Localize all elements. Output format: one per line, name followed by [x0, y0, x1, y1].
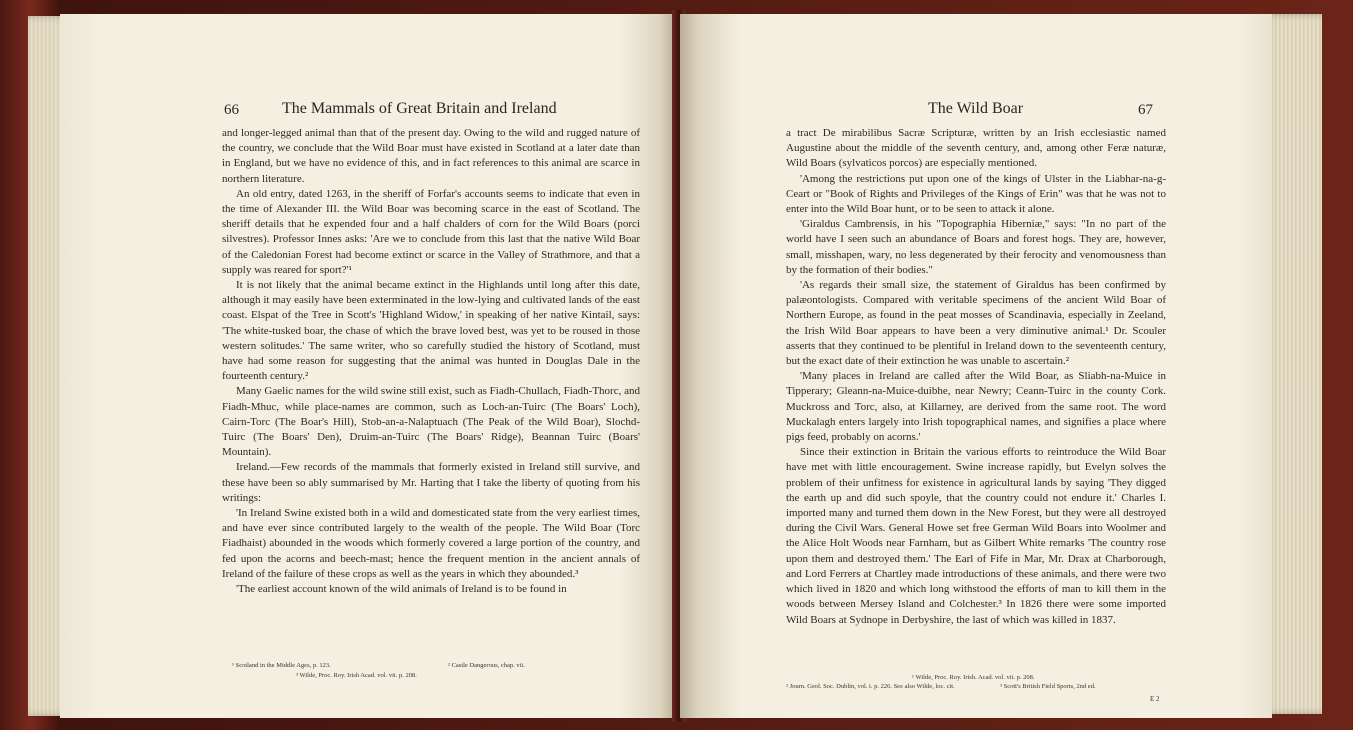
body-text [222, 126, 640, 597]
page-number: 67 [1138, 102, 1153, 118]
paragraph: 'In Ireland Swine existed both in a wild and domesticated state from the very earliest times, and have ever since contributed largely to the wealth of the people. The Wild Boar (Torc Fiadhaist) abounded in the woods which formerly covered a large portion of the country, and fed upon the acorns and beech-mast; hence the frequent mention in the ancient annals of Ireland of the failure of these crops as well as the years in which they abounded.³ [222, 507, 640, 580]
footnote: ¹ Wilde, Proc. Roy. Irish. Acad. vol. vii. p. 208. [912, 674, 1035, 681]
paragraph: Ireland.—Few records of the mammals that formerly existed in Ireland still survive, and these have been so ably summarised by Mr. Harting that I take the liberty of quoting from his writings: [222, 461, 640, 504]
paragraph: Since their extinction in Britain the various efforts to reintroduce the Wild Boar have met with little encouragement. Swine increase rapidly, but Evelyn solves the problem of their unfitness for existence in agricultural lands by saying 'They digged the earth up and did such spoyle, that the country could not endure it.' Charles I. imported many and turned them down in the New Forest, but they were all destroyed during the Civil Wars. General Howe set free German Wild Boars into Woolmer and the Alice Holt Woods near Farnham, but as Gilbert White remarks 'The country rose upon them and destroyed them.' The Earl of Fife in Mar, Mr. Drax at Charborough, and Lord Ferrers at Chartley made introductions of these animals, and there were two which lived in 1820 and which long withstood the efforts of man to kill them in the woods between Mersey Island and Colchester.³ In 1826 there were some imported Wild Boars at Sydnope in Derbyshire, the last of which was killed in 1837. [786, 446, 1166, 626]
paragraph: 'Many places in Ireland are called after the Wild Boar, as Sliabh-na-Muice in Tipperary; Gleann-na-Muice-duibhe, near Newry; Ceann-Tuirc in the county Cork. Muckross and Torc, also, at Killarney, are derived from the same root. The word Muckalagh enters largely into Irish topographical names, and signifies a place where pigs feed, probably on acorns.' [786, 370, 1166, 444]
footnote: ³ Wilde, Proc. Roy. Irish Acad. vol. vii. p. 208. [296, 672, 417, 679]
paragraph: a tract De mirabilibus Sacræ Scripturæ, written by an Irish ecclesiastic named Augustine about the middle of the seventh century, and, among other Feræ naturæ, Wild Boars (sylvaticos porcos) are especially mentioned. [786, 127, 1166, 170]
footnote: ² Journ. Geol. Soc. Dublin, vol. i. p. 226. See also Wilde, loc. cit. [786, 683, 955, 690]
paragraph: 'Among the restrictions put upon one of the kings of Ulster in the Liabhar-na-g-Ceart or "Book of Rights and Privileges of the Kings of Erin" was that he was not to enter into the Wild Boar hunt, or to be seen to attack it alone. [786, 172, 1166, 216]
left-page [60, 14, 676, 718]
paragraph: Many Gaelic names for the wild swine still exist, such as Fiadh-Chullach, Fiadh-Thorc, and Fiadh-Mhuc, while place-names are common, such as Loch-an-Tuirc (The Boars' Loch), Cairn-Torc (The Boar's Hill), Stob-an-a-Nalaptuach (The Peak of the Wild Boar), Slochd-Tuirc (The Boars' Den), Druim-an-Tuirc (The Boars' Ridge), Beannan Tuirc (Boars' Mountain). [222, 385, 640, 459]
footnote: ¹ Scotland in the Middle Ages, p. 123. [232, 662, 331, 669]
footnote: ³ Scott's British Field Sports, 2nd ed. [1000, 683, 1096, 690]
paragraph: and longer-legged animal than that of the present day. Owing to the wild and rugged nature of the country, we conclude that the Wild Boar must have existed in Scotland at a later date than in England, but we have no evidence of this, and in fact references to this animal are scarce in northern literature. [222, 127, 640, 185]
body-text [786, 126, 1166, 628]
paragraph: 'As regards their small size, the statement of Giraldus has been confirmed by palæontologists. Compared with veritable specimens of the ancient Wild Boar of Northern Europe, as found in the peat mosses of Scandinavia, especially in Zeeland, the Irish Wild Boar appears to have been a very diminutive animal.¹ Dr. Scouler asserts that they continued to be plentiful in Ireland down to the seventeenth century, but the exact date of their extinction he was unable to ascertain.² [786, 279, 1166, 368]
paragraph: 'Giraldus Cambrensis, in his "Topographia Hiberniæ," says: "In no part of the world have I seen such an abundance of Boars and forest hogs. They are, however, small, misshapen, wary, no less degenerated by their ferocity and venomousness than by the formation of their bodies." [786, 218, 1166, 276]
paragraph: It is not likely that the animal became extinct in the Highlands until long after this date, although it may easily have been exterminated in the low-lying and cultivated lands of the east coast. Elspat of the Tree in Scott's 'Highland Widow,' in speaking of her native Kintail, says: 'The white-tusked boar, the chase of which the brave loved best, was yet to be roused in those western solitudes.' The same writer, who so carefully studied the history of Scotland, must have had some reason for suggesting that the animal was hunted in Douglas Dale in the fourteenth century.² [222, 279, 640, 383]
paragraph: 'The earliest account known of the wild animals of Ireland is to be found in [236, 583, 567, 596]
page-number: 66 [224, 102, 239, 118]
running-head: The Wild Boar [928, 100, 1024, 117]
paragraph: An old entry, dated 1263, in the sheriff of Forfar's accounts seems to indicate that even in the time of Alexander III. the Wild Boar was becoming scarce in the east of Scotland. The sheriff details that he expended four and a half chalders of corn for the Wild Boars (porci silvestres). Professor Innes asks: 'Are we to conclude from this last that the native Wild Boar of the Caledonian Forest had become extinct or scarce in the Valley of Strathmore, and that a supply was reared for sport?'¹ [222, 187, 640, 276]
footnote: ² Castle Dangerous, chap. vii. [448, 662, 525, 669]
signature-mark: E 2 [1150, 695, 1160, 703]
running-head: The Mammals of Great Britain and Ireland [282, 100, 557, 117]
right-page [680, 14, 1272, 718]
